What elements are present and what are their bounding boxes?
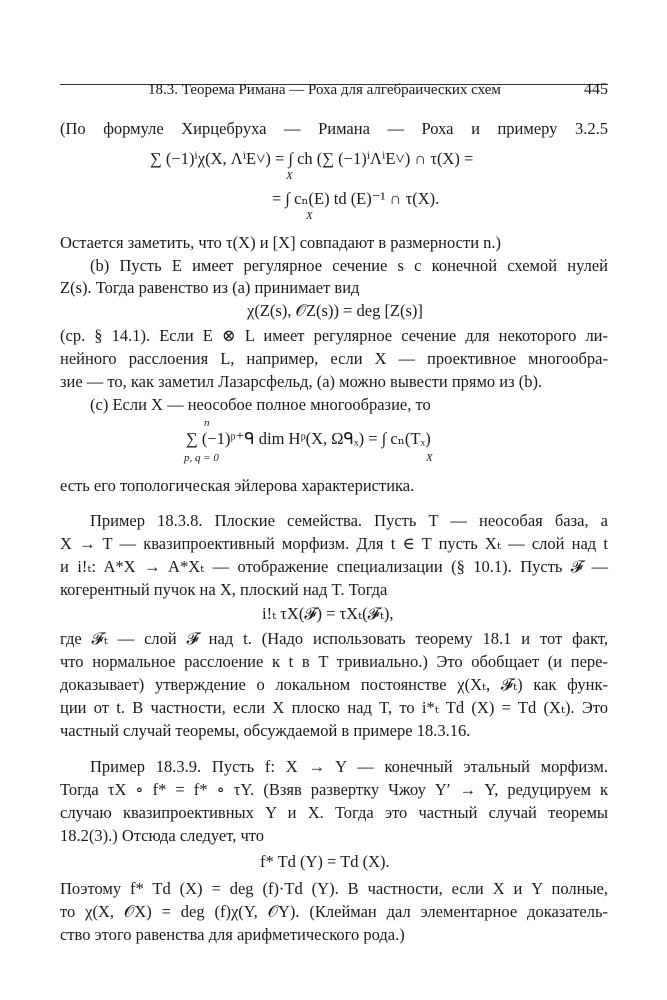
example-18-3-9-line: Пример 18.3.9. Пусть f: X → Y — конечный этальный морфизм. [90,757,608,776]
part-b-cont-line: (ср. § 14.1). Если E ⊗ L имеет регулярное сечение для некоторого ли- [60,326,608,345]
example-18-3-8-cont-line: доказывает) утверждение о локальном постоянстве χ(Xₜ, 𝓕ₜ) как функ- [60,675,608,694]
sum-upper-limit: n [204,417,210,429]
part-b-line: (b) Пусть E имеет регулярное сечение s с конечной схемой нулей [90,256,608,275]
example-18-3-9-line: 18.2(3).) Отсюда следует, что [60,826,265,845]
part-b-cont-line: нейного расслоения L, например, если X — проективное многообра- [60,349,608,368]
formula-euler-char-line2: = ∫ cₙ(E) td (E)⁻¹ ∩ τ(X). [272,189,440,208]
part-c-line: (c) Если X — неособое полное многообразие, то [90,395,431,414]
example-18-3-8-line: когерентный пучок на X, плоский над T. Тогда [60,580,388,599]
integral-subscript: X [306,210,313,222]
formula-hodge-sum: ∑ (−1)ᵖ⁺ᑫ dim Hᵖ(X, Ωᑫₓ) = ∫ cₙ(Tₓ) [186,429,431,448]
example-18-3-8-line: X → T — квазипроективный морфизм. Для t ∈ T пусть Xₜ — слой над t [60,534,608,553]
final-line: то χ(X, 𝒪X) = deg (f)χ(Y, 𝒪Y). (Клейман дал элементарное доказатель- [60,902,608,921]
example-18-3-8-cont-line: что нормальное расслоение к t в T тривиально.) Это обобщает (и пере- [60,652,608,671]
final-line: ство этого равенства для арифметического рода.) [60,925,405,944]
intro-line: (По формуле Хирцебруха — Римана — Роха и примеру 3.2.5 [60,119,608,138]
sum-lower-limit: p, q = 0 [184,452,219,464]
example-18-3-9-line: Тогда τX ∘ f* = f* ∘ τY. (Взяв развертку Чжоу Y′ → Y, редуцируем к [60,780,608,799]
integral-subscript: X [426,452,433,464]
running-header [60,80,608,98]
example-18-3-8-cont-line: частный случай теоремы, обсуждаемой в примере 18.3.16. [60,721,471,740]
remark-a-end: Остается заметить, что τ(X) и [X] совпадают в размерности n.) [60,233,502,252]
integral-subscript: X [286,170,293,182]
example-18-3-8-line: и i!ₜ: A*X → A*Xₜ — отображение специализации (§ 10.1). Пусть 𝓕 — [60,557,608,576]
part-b-line: Z(s). Тогда равенство из (a) принимает вид [60,278,360,297]
euler-line: есть его топологическая эйлерова характеристика. [60,476,415,495]
formula-euler-char-line1: ∑ (−1)ⁱχ(X, ΛⁱE˅) = ∫ ch (∑ (−1)ⁱΛⁱE˅) ∩ τ(X) = [150,149,474,168]
example-18-3-8-cont-line: где 𝓕ₜ — слой 𝓕 над t. (Надо использовать теорему 18.1 и тот факт, [60,629,608,648]
formula-specialization: i!ₜ τX(𝓕) = τXₜ(𝓕ₜ), [262,604,394,623]
chapter-title: 18.3. Теорема Римана — Роха для алгебраических схем [148,82,501,98]
part-b-cont-line: зие — то, как заметил Лазарсфельд, (a) можно вывести прямо из (b). [60,372,543,391]
final-line: Поэтому f* Td (X) = deg (f)·Td (Y). В частности, если X и Y полные, [60,879,608,898]
example-18-3-8-line: Пример 18.3.8. Плоские семейства. Пусть T — неособая база, а [90,511,608,530]
formula-zero-scheme: χ(Z(s), 𝒪Z(s)) = deg [Z(s)] [247,301,423,320]
example-18-3-9-line: случаю квазипроективных Y и X. Тогда это частный случай теоремы [60,803,608,822]
formula-todd-pullback: f* Td (Y) = Td (X). [260,852,390,871]
example-18-3-8-cont-line: ции от t. В частности, если X плоско над T, то i*ₜ Td (X) = Td (Xₜ). Это [60,698,608,717]
page-number: 445 [584,81,608,98]
